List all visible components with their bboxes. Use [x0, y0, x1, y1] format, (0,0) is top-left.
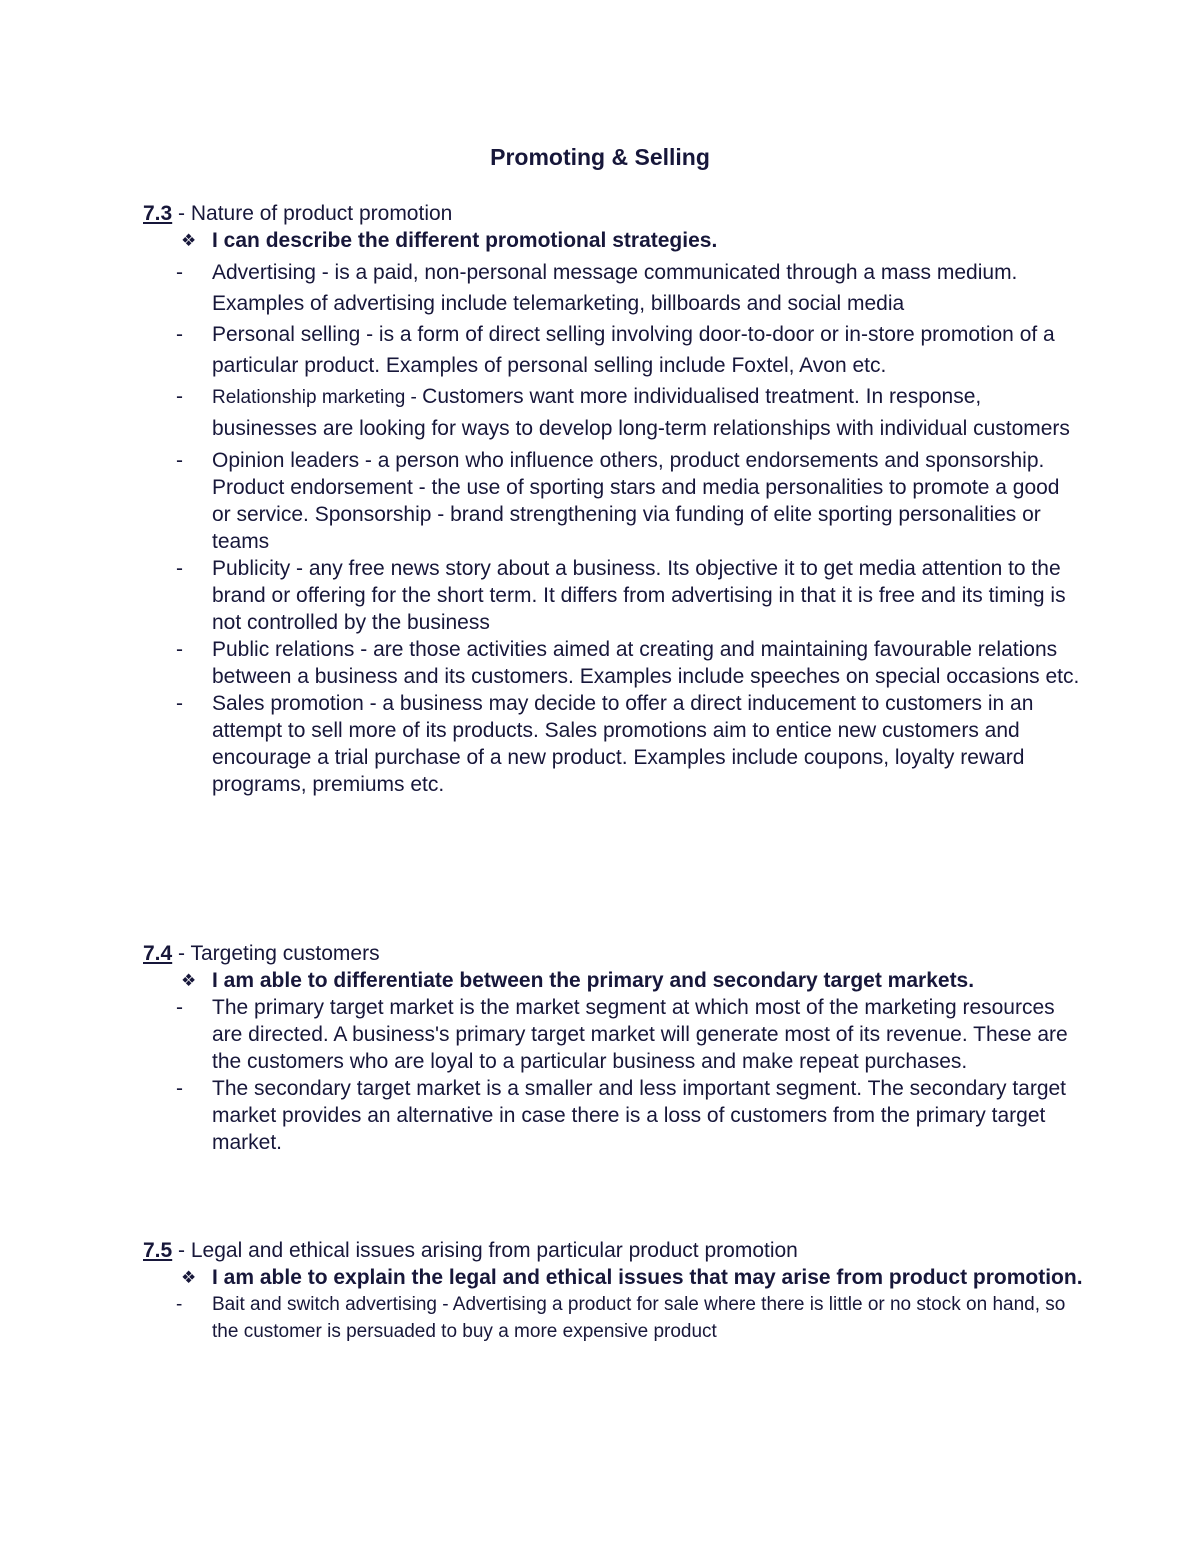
list-item — [143, 447, 1083, 555]
section-separator: - — [172, 1239, 191, 1262]
objective-text: I am able to explain the legal and ethical issues that may arise from product promotion. — [212, 1266, 1083, 1289]
dash-bullet-icon: - — [176, 692, 183, 715]
list-item-term: Relationship marketing - — [212, 387, 423, 408]
dash-bullet-icon: - — [176, 996, 183, 1019]
list-item — [143, 1291, 1083, 1345]
dash-bullet-icon: - — [176, 385, 183, 408]
dash-bullet-icon: - — [176, 449, 183, 472]
learning-objective — [143, 228, 1083, 254]
learning-objective — [143, 968, 1083, 994]
list-item — [143, 1075, 1083, 1156]
list-item-text: Publicity - any free news story about a business. Its objective it to get media attention to the brand or offering for the short term. It differs from advertising in that it is free and its timing is not controlled by the business — [212, 557, 1066, 634]
list-item-text: Bait and switch advertising - Advertising a product for sale where there is little or no stock on hand, so the customer is persuaded to buy a more expensive product — [212, 1294, 1066, 1342]
list-item-text: The secondary target market is a smaller and less important segment. The secondary target market provides an alternative in case there is a loss of customers from the primary target market. — [212, 1077, 1067, 1154]
section-separator: - — [172, 942, 191, 965]
diamond-bullet-icon: ❖ — [181, 1268, 197, 1287]
section-7-3 — [143, 200, 1083, 798]
bullet-list — [143, 1291, 1083, 1345]
list-item-text: The primary target market is the market segment at which most of the marketing resources are directed. A business's primary target market will generate most of its revenue. These are the customers who are loyal to a particular business and make repeat purchases. — [212, 996, 1068, 1073]
list-item — [143, 690, 1083, 798]
section-heading-text: Nature of product promotion — [190, 202, 453, 225]
list-item-text: Personal selling - is a form of direct selling involving door-to-door or in-store promotion of a particular product. Examples of personal selling include Foxtel, Avon etc. — [212, 323, 1055, 377]
list-item — [143, 257, 1083, 319]
section-number: 7.4 — [143, 942, 173, 965]
bullet-list — [143, 257, 1083, 798]
list-item — [143, 319, 1083, 381]
list-item-text: Opinion leaders - a person who influence others, product endorsements and sponsorship. Product endorsement - the use of sporting stars and media personalities to promote a good or service. Sponsorship - brand strengthening via funding of elite sporting personalities or teams — [212, 449, 1060, 553]
learning-objective — [143, 1265, 1083, 1291]
list-item — [143, 555, 1083, 636]
section-number: 7.5 — [143, 1239, 173, 1262]
section-heading — [143, 940, 1083, 968]
dash-bullet-icon: - — [176, 1294, 183, 1315]
bullet-list — [143, 994, 1083, 1156]
section-7-5 — [143, 1237, 1083, 1345]
diamond-bullet-icon: ❖ — [181, 231, 197, 250]
list-item — [143, 994, 1083, 1075]
list-item-text: Advertising - is a paid, non-personal message communicated through a mass medium. Examples of advertising include telemarketing, billboards and social media — [212, 261, 1018, 315]
dash-bullet-icon: - — [176, 323, 183, 346]
dash-bullet-icon: - — [176, 261, 183, 284]
list-item-text: Sales promotion - a business may decide to offer a direct inducement to customers in an attempt to sell more of its products. Sales promotions aim to entice new customers and encourage a trial purchase of a new product. Examples include coupons, loyalty reward programs, premiums etc. — [212, 692, 1034, 796]
dash-bullet-icon: - — [176, 1077, 183, 1100]
dash-bullet-icon: - — [176, 557, 183, 580]
list-item-text: Public relations - are those activities aimed at creating and maintaining favourable relations between a business and its customers. Examples include speeches on special occasions etc. — [212, 638, 1080, 688]
section-heading — [143, 200, 1083, 228]
diamond-bullet-icon: ❖ — [181, 971, 197, 990]
list-item-text: Customers want more individualised treatment. In response, businesses are looking for ways to develop long-term relationships with individual customers — [212, 385, 1070, 440]
dash-bullet-icon: - — [176, 638, 183, 661]
section-heading — [143, 1237, 1083, 1265]
section-heading-text: Targeting customers — [190, 942, 380, 965]
list-item — [143, 381, 1083, 444]
section-number: 7.3 — [143, 202, 173, 225]
objective-text: I can describe the different promotional strategies. — [212, 229, 718, 252]
objective-text: I am able to differentiate between the primary and secondary target markets. — [212, 969, 975, 992]
section-heading-text: Legal and ethical issues arising from particular product promotion — [190, 1239, 798, 1262]
page-title: Promoting & Selling — [490, 144, 710, 170]
section-separator: - — [172, 202, 191, 225]
list-item — [143, 636, 1083, 690]
section-7-4 — [143, 940, 1083, 1156]
